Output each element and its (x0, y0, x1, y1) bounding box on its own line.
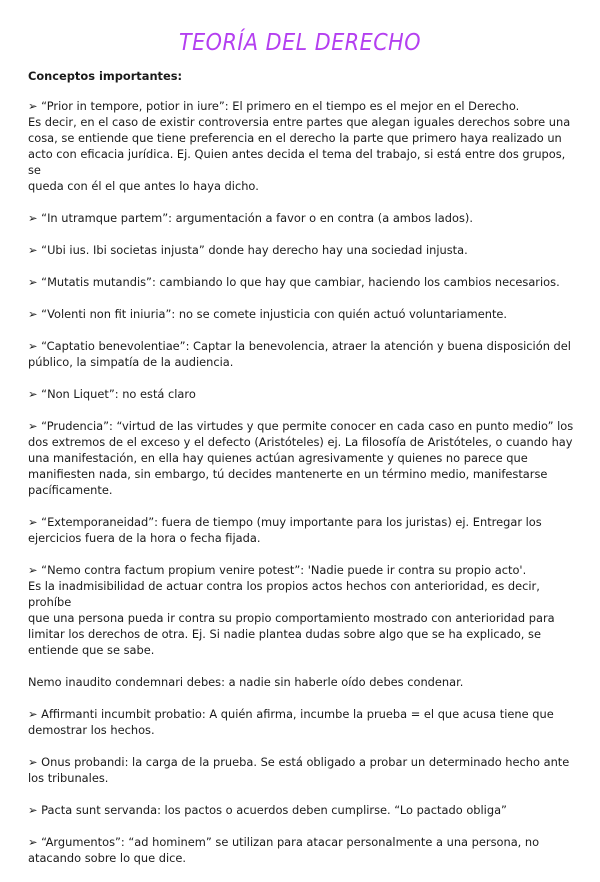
text-line: ➢ “Captatio benevolentiae”: Captar la benevolencia, atraer la atención y buena disposición del (28, 339, 571, 353)
section-heading: Conceptos importantes: (28, 69, 183, 83)
text-line: público, la simpatía de la audiencia. (28, 355, 234, 369)
concept-paragraph (28, 706, 576, 738)
text-line: atacando sobre lo que dice. (28, 851, 187, 865)
concept-paragraph (28, 210, 576, 226)
concept-paragraph (28, 418, 576, 498)
concept-paragraph (28, 242, 576, 258)
text-line: Nemo inaudito condemnari debes: a nadie sin haberle oído debes condenar. (28, 675, 464, 689)
text-line: ejercicios fuera de la hora o fecha fijada. (28, 531, 261, 545)
concept-paragraph (28, 338, 576, 370)
concept-paragraph (28, 834, 576, 866)
concepts-list (28, 98, 576, 882)
text-line: queda con él el que antes lo haya dicho. (28, 179, 259, 193)
text-line: demostrar los hechos. (28, 723, 155, 737)
text-line: ➢ Onus probandi: la carga de la prueba. Se está obligado a probar un determinado hecho ante (28, 755, 570, 769)
concept-paragraph (28, 562, 576, 658)
text-line: ➢ “Argumentos”: “ad hominem” se utilizan para atacar personalmente a una persona, no (28, 835, 540, 849)
concept-paragraph (28, 802, 576, 818)
text-line: ➢ “Prudencia”: “virtud de las virtudes y que permite conocer en cada caso en punto medio” los (28, 419, 574, 433)
text-line: ➢ “Nemo contra factum propium venire potest”: 'Nadie puede ir contra su propio acto'. (28, 563, 527, 577)
concept-paragraph (28, 386, 576, 402)
text-line: pacíficamente. (28, 483, 113, 497)
text-line: ➢ “Extemporaneidad”: fuera de tiempo (muy importante para los juristas) ej. Entregar los (28, 515, 542, 529)
page-title: TEORÍA DEL DERECHO (178, 30, 422, 56)
text-line: ➢ “Non Liquet”: no está claro (28, 387, 196, 401)
text-line: ➢ “Volenti non fit iniuria”: no se comete injusticia con quién actuó voluntariamente. (28, 307, 508, 321)
text-line: acto con eficacia jurídica. Ej. Quien antes decida el tema del trabajo, si está entre dos grupos, se (28, 147, 566, 177)
text-line: que una persona pueda ir contra su propio comportamiento mostrado con anterioridad para (28, 611, 555, 625)
concept-paragraph (28, 754, 576, 786)
text-line: cosa, se entiende que tiene preferencia en el derecho la parte que primero haya realizado un (28, 131, 562, 145)
text-line: ➢ “In utramque partem”: argumentación a favor o en contra (a ambos lados). (28, 211, 473, 225)
text-line: ➢ “Mutatis mutandis”: cambiando lo que hay que cambiar, haciendo los cambios necesarios. (28, 275, 560, 289)
text-line: ➢ “Prior in tempore, potior in iure”: El primero en el tiempo es el mejor en el Derecho. (28, 99, 520, 113)
text-line: dos extremos de el exceso y el defecto (Aristóteles) ej. La filosofía de Aristóteles, o cuando hay (28, 435, 573, 449)
text-line: entiende que se sabe. (28, 643, 155, 657)
concept-paragraph (28, 514, 576, 546)
text-line: ➢ Affirmanti incumbit probatio: A quién afirma, incumbe la prueba = el que acusa tiene que (28, 707, 554, 721)
text-line: Es decir, en el caso de existir controversia entre partes que alegan iguales derechos sobre una (28, 115, 571, 129)
text-line: una manifestación, en ella hay quienes actúan agresivamente y quienes no parece que (28, 451, 528, 465)
concept-paragraph (28, 306, 576, 322)
text-line: ➢ “Ubi ius. Ibi societas injusta” donde hay derecho hay una sociedad injusta. (28, 243, 468, 257)
concept-paragraph (28, 674, 576, 690)
concept-paragraph (28, 98, 576, 194)
text-line: manifiesten nada, sin embargo, tú decides mantenerte en un término medio, manifestarse (28, 467, 548, 481)
concept-paragraph (28, 274, 576, 290)
text-line: limitar los derechos de otra. Ej. Si nadie plantea dudas sobre algo que se ha explicado, se (28, 627, 541, 641)
text-line: los tribunales. (28, 771, 109, 785)
text-line: Es la inadmisibilidad de actuar contra los propios actos hechos con anterioridad, es decir, prohíbe (28, 579, 540, 609)
text-line: ➢ Pacta sunt servanda: los pactos o acuerdos deben cumplirse. “Lo pactado obliga” (28, 803, 507, 817)
